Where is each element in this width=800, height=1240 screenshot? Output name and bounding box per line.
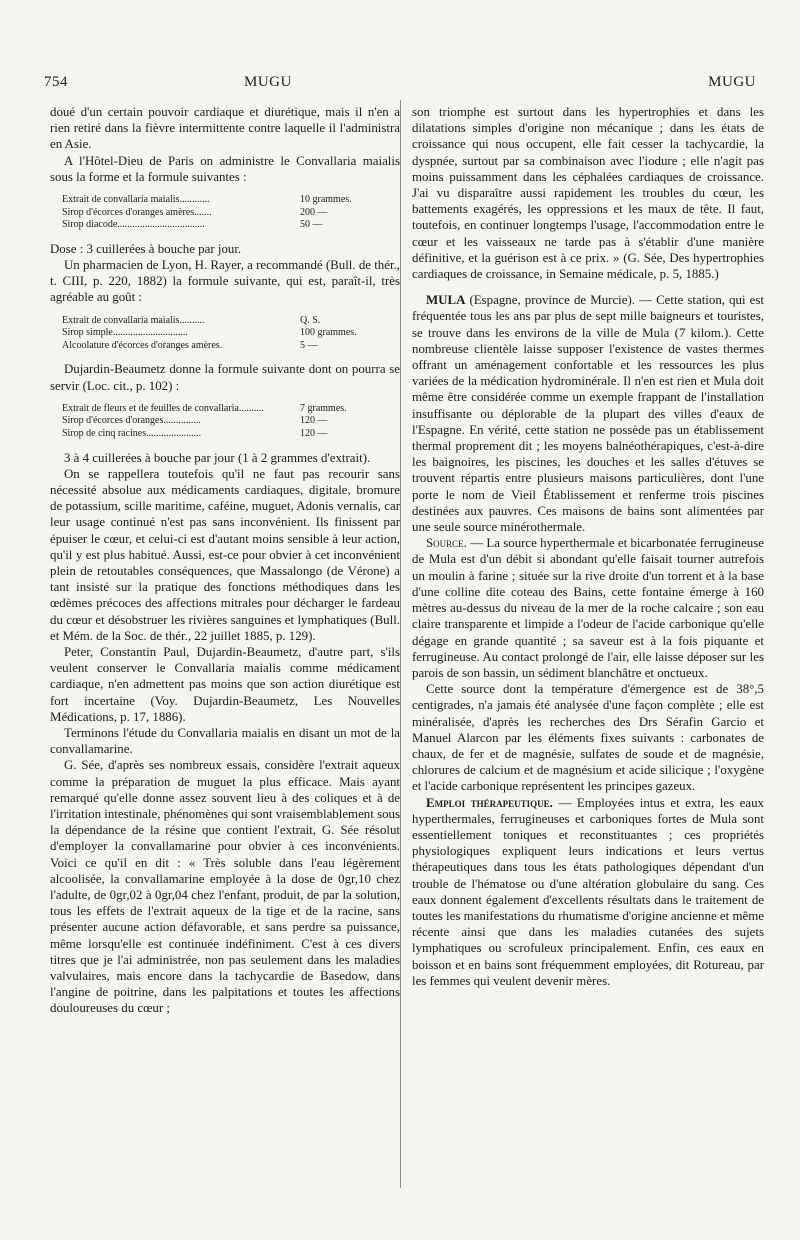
recipe-row: Sirop de cinq racines...................... 120 — <box>62 427 328 439</box>
recipe-row: Sirop simple.............................. 100 grammes. <box>62 327 357 339</box>
recipe-row: Sirop diacode................................... 50 — <box>62 219 323 231</box>
paragraph: Dujardin-Beaumetz donne la formule suivante dont on pourra se servir (Loc. cit., p. 102) : <box>50 362 400 393</box>
paragraph: Cette source dont la température d'émergence est de 38°,5 centigrades, n'a jamais été analysée d'une façon complète ; elle est minéralisée, d'après les recherches des Drs Sérafin Garcio et Manuel Alarcon par les éléments fixes suivants : carbonates de chaux, de fer et de magnésie, sulfates de soude et de magnésie, chlorures de calcium et de magnésium et acide silicique ; l'oxygène et l'acide carbonique représentent les principes gazeux. <box>412 682 764 794</box>
paragraph: doué d'un certain pouvoir cardiaque et diurétique, mais il n'en a rien retiré dans la fièvre intermittente contre laquelle il l'administra en Asie. <box>50 105 400 152</box>
paragraph-emploi: Emploi thérapeutique. — Employées intus et extra, les eaux hyperthermales, ferrugineuses et carboniques fortes de Mula sont essentiellement toniques et reconstituantes ; ces propriétés physiologiques expliquent leurs indications et leurs vertus thérapeutiques dans tous les états pathologiques dépendant d'un trouble de l'hématose ou d'une altération globulaire du sang. Ces eaux donnent également d'excellents résultats dans le traitement de toutes les manifestations du rhumatisme d'origine ancienne et même récente ainsi que dans les maladies cutanées des sujets lymphatiques ou scrofuleux principalement. Enfin, ces eaux en boisson et en bains sont fréquemment employées, dit Rotureau, par les femmes qui veulent devenir mères. <box>412 795 764 988</box>
paragraph: Peter, Constantin Paul, Dujardin-Beaumetz, d'autre part, s'ils veulent conserver le Convallaria maialis comme médicament cardiaque, n'en admettent pas moins que son action diurétique est fort incertaine (Voy. Dujardin-Beaumetz, Les Nouvelles Médications, p. 17, 1886). <box>50 645 400 724</box>
recipe-row: Sirop d'écorces d'oranges............... 120 — <box>62 415 328 427</box>
paragraph: On se rappellera toutefois qu'il ne faut pas recourir sans nécessité absolue aux médicaments cardiaques, digitale, bromure de potassium, scille maritime, caféine, muguet, Adonis vernalis, car leur usage continué n'est pas sans inconvénient. Ils finissent par épuiser le cœur, et celui-ci est d'autant moins sensible à leur action, qu'il y est plus habitué. Aussi, est-ce pour obvier à cet inconvénient plein de retoutables conséquences, que Massalongo (de Vérone) a tant insisté sur la pratique des fonctions méthodiques dans les œdèmes précoces des affections mitrales pour décharger le fardeau du cœur et désobstruer les rivières sanguines et lymphatiques (Bull. et Mém. de la Soc. de thér., 22 juillet 1885, p. 129). <box>50 466 400 643</box>
paragraph: 3 à 4 cuillerées à bouche par jour (1 à 2 grammes d'extrait). <box>64 450 371 465</box>
running-head-left: MUGU <box>244 74 292 90</box>
running-head-right: MUGU <box>708 74 756 90</box>
paragraph: son triomphe est surtout dans les hypertrophies et dans les dilatations simples d'origine non mécanique ; dans les états de croissance qui nous occupent, elle fait cesser la tachycardie, la dyspnée, surtout par sa combinaison avec l'iodure ; elle n'agit pas moins puissamment dans les céphalées cardiaques de croissance. J'ai vu disparaître aussi rapidement les troubles du cœur, les battements exagérés, les oppressions et les maux de tête. Il faut, toutefois, en continuer longtemps l'usage, l'accommodation entre le cœur et les vaisseaux ne tarde pas à s'établir d'une manière définitive, et la guérison est à ce prix. » (G. Sée, Des hypertrophies cardiaques de croissance, in Semaine médicale, p. 5, 1885.) <box>412 105 764 282</box>
recipe-formula-2 <box>62 315 400 353</box>
subheading-source: Source. <box>426 536 467 551</box>
recipe-row: Extrait de convallaria maialis.......... Q. S. <box>62 314 321 326</box>
entry-headword: MULA <box>426 293 466 308</box>
entry-mula: MULA (Espagne, province de Murcie). — Cette station, qui est fréquentée tous les ans par plus de sept mille baigneurs et touristes, se trouve dans les environs de la ville de Mula (7 kilom.). Cette nombreuse clientèle laisse supposer l'existence de vastes thermes offrant un aménagement confortable et les ressources les plus variées de la médication hydrominérale. Il n'en est rien et Mula doit même être considérée comme un exemple frappant de l'installation insuffisante ou déplorable de la plupart des villes d'eaux de l'Espagne. En vérité, cette station ne possède pas un établissement thermal proprement dit ; les moyens balnéothérapiques, c'est-à-dire les baignoires, les piscines, les douches et les salles d'étuves se trouvent répartis entre plusieurs maisons particulières, dont l'une porte le nom de Vieil Établissement et renferme trois piscines destinées aux pauvres. Ces maisons de bains sont alimentées par une seule source minérothermale. <box>412 293 764 535</box>
paragraph: A l'Hôtel-Dieu de Paris on administre le Convallaria maialis sous la forme et la formule suivantes : <box>50 153 400 184</box>
recipe-row: Extrait de convallaria maialis............ 10 grammes. <box>62 194 352 206</box>
subheading-emploi: Emploi thérapeutique. <box>426 795 553 810</box>
recipe-row: Alcoolature d'écorces d'oranges amères. 5 — <box>62 339 318 351</box>
page-header <box>44 74 756 98</box>
paragraph: Terminons l'étude du Convallaria maialis en disant un mot de la convallamarine. <box>50 726 400 757</box>
column-divider <box>400 100 401 1188</box>
paragraph: Un pharmacien de Lyon, H. Rayer, a recommandé (Bull. de thér., t. CIII, p. 220, 1882) la formule suivante, qui est, paraît-il, très agréable au goût : <box>50 258 400 305</box>
left-column <box>50 104 400 1017</box>
recipe-formula-1 <box>62 194 400 232</box>
right-column <box>412 104 764 989</box>
paragraph: G. Sée, d'après ses nombreux essais, considère l'extrait aqueux comme la préparation de muguet la plus efficace. Mais ayant remarqué qu'elle donne assez souvent lieu à des coliques et à de l'irritation intestinale, phénomènes qui sont vraisemblablement sous la dépendance de la résine que contient l'extrait, G. Sée résolut d'employer la convallamarine pour obvier à ces inconvénients. Voici ce qu'il en dit : « Très soluble dans l'eau légèrement alcoolisée, la convallamarine employée à la dose de 0gr,10 chez l'adulte, de 0gr,02 à 0gr,04 chez l'enfant, produit, de par la solution, tous les effets de l'extrait aqueux de la tige et de la racine, sans présenter aucune action défavorable, et sans perdre sa puissance, même lorsqu'elle est continuée indéfiniment. C'est à ces divers titres que je l'ai administrée, non pas seulement dans les maladies valvulaires, mais encore dans la tachycardie de Basedow, dans l'angine de poitrine, dans les palpitations et toutes les affections douloureuses du cœur ; <box>50 758 400 1016</box>
recipe-row: Extrait de fleurs et de feuilles de convallaria.......... 7 grammes. <box>62 402 347 414</box>
page-number: 754 <box>44 74 68 90</box>
paragraph: Dose : 3 cuillerées à bouche par jour. <box>50 241 242 256</box>
recipe-formula-3 <box>62 403 400 441</box>
recipe-row: Sirop d'écorces d'oranges amères....... 200 — <box>62 206 328 218</box>
paragraph-source: Source. — La source hyperthermale et bicarbonatée ferrugineuse de Mula est d'un débit si abondant qu'elle faisait tourner autrefois un moulin à farine ; située sur la rive droite d'un torrent et à la base d'une colline dite coteau des Bains, cette fontaine émerge à 160 mètres au-dessus du niveau de la mer de la roche calcaire ; son eau claire transparente et limpide a l'odeur de l'acide carbonique qu'elle dégage en grande quantité ; sa saveur est à la fois piquante et ferrugineuse. Au contact prolongé de l'air, elle laisse déposer sur les parois de son bassin, un sédiment blanchâtre et onctueux. <box>412 536 764 680</box>
